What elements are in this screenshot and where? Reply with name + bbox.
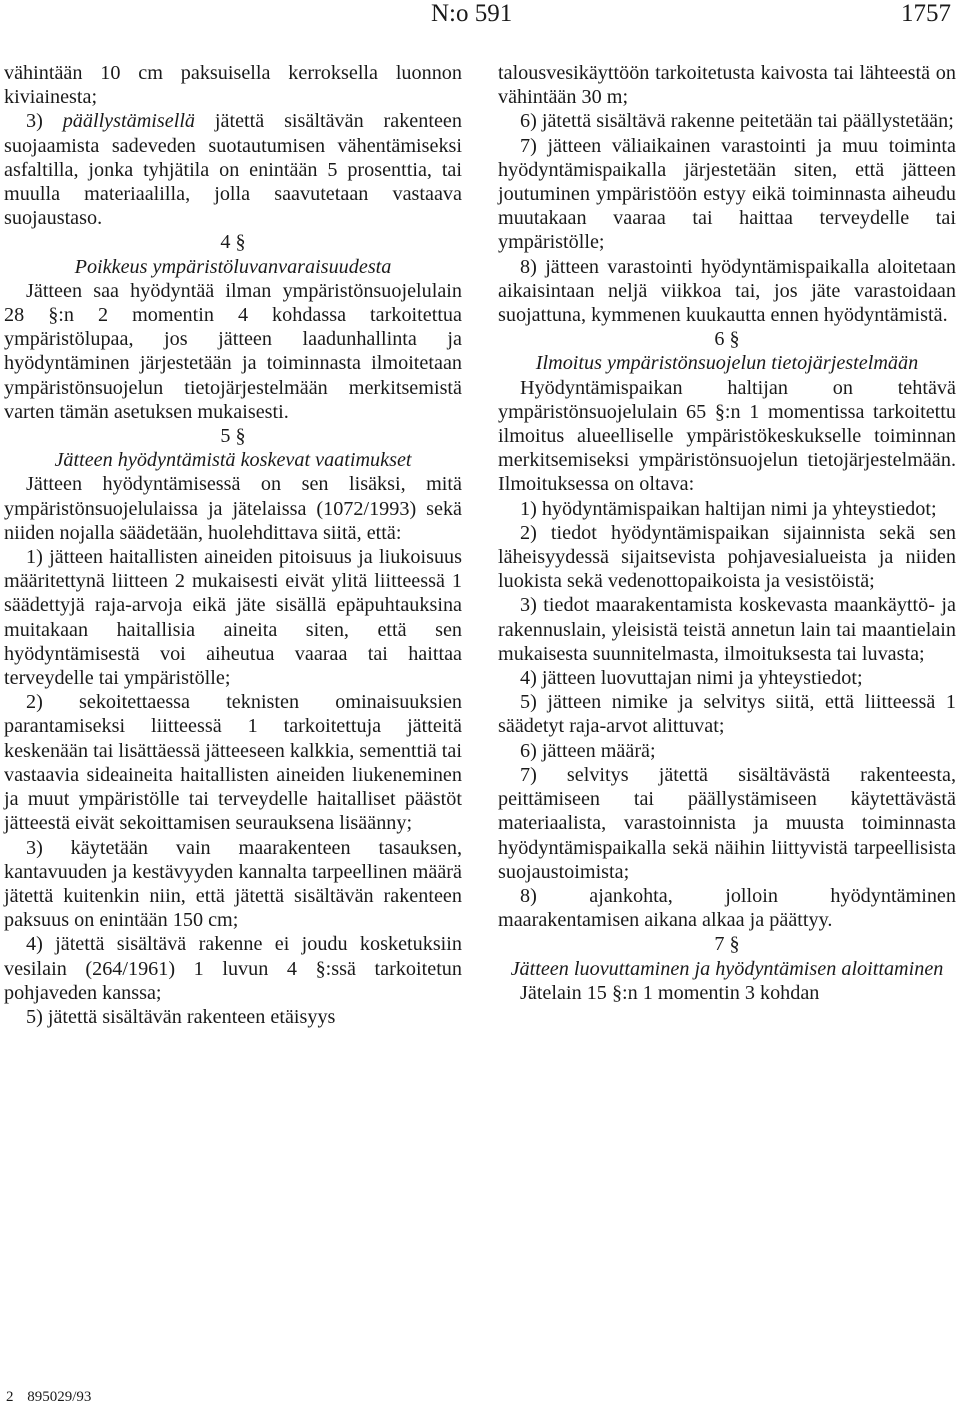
continued-paragraph: vähintään 10 cm paksuisella kerroksella luonnon kiviainesta; bbox=[4, 62, 462, 109]
section-title: Jätteen luovuttaminen ja hyödyntämisen aloittaminen bbox=[510, 957, 944, 980]
list-item: 3) käytetään vain maarakenteen tasauksen, kantavuuden ja kestävyyden kannalta tarpeellinen määrä jätettä kuitenkin niin, että jätettä sisältävän rakenteen paksuus on enintään 150 cm; bbox=[4, 836, 462, 932]
statute-number: N:o 591 bbox=[431, 0, 513, 27]
italic-term: päällystämisellä bbox=[62, 110, 196, 133]
section-number: 6 § bbox=[714, 328, 740, 351]
list-item: 8) jätteen varastointi hyödyntämispaikalla aloitetaan aikaisintaan neljä viikkoa tai, jos jäte varastoidaan suojattuna, kymmenen kuukautta ennen hyödyntämistä. bbox=[498, 255, 956, 327]
list-item: 6) jätteen määrä; bbox=[520, 739, 656, 762]
list-item: 4) jätettä sisältävä rakenne ei joudu kosketuksiin vesilain (264/1961) 1 luvun 4 §:ssä tarkoitetun pohjaveden kanssa; bbox=[4, 933, 462, 1004]
page-number: 1757 bbox=[901, 0, 951, 27]
list-item: 2) tiedot hyödyntämispaikan sijainnista sekä sen läheisyydessä sijaitsevista pohjavesialueista ja niiden luokista sekä vedenottopaikoista ja vesistöistä; bbox=[498, 521, 956, 593]
section-number: 4 § bbox=[220, 231, 246, 254]
list-item: 1) hyödyntämispaikan haltijan nimi ja yhteystiedot; bbox=[520, 497, 937, 520]
list-item: 7) selvitys jätettä sisältävästä rakenteesta, peittämiseen tai päällystämiseen käytettävästä materiaalista, varastoinnista ja muusta toiminnasta hyödyntämispaikalla sekä näihin liittyvistä tarpeellisista suojaustoimista; bbox=[498, 763, 956, 883]
section-number: 5 § bbox=[220, 425, 246, 448]
item-text: jätettä sisältävän rakenteen suojaamista sadeveden suotautumisen vähentämiseksi asfaltilla, jonka tyhjätila on enintään 5 prosenttia, tai muulla materiaalilla, jolla saavutetaan vastaava suojaustaso. bbox=[4, 110, 462, 230]
list-item: 7) jätteen väliaikainen varastointi ja muu toiminta hyödyntämispaikalla järjestetään siten, että jätteen joutuminen ympäristöön estyy eikä toiminnasta aiheudu muutakaan vaaraa tai haittaa terveydelle tai ympäristölle; bbox=[498, 134, 956, 254]
list-item: 6) jätettä sisältävä rakenne peitetään tai päällystetään; bbox=[520, 110, 954, 133]
item-number: 3) bbox=[26, 110, 63, 133]
list-item: 2) sekoitettaessa teknisten ominaisuuksien parantamiseksi liitteessä 1 tarkoitettuja jätteitä keskenään tai lisättäessä jätteeseen kalkkia, sementtiä tai vastaavia sideaineita haitallisten aineiden liukeneminen ja muut ympäristölle tai terveydelle haitalliset päästöt jätteestä eivät sekoittamisen seurauksena lisäänny; bbox=[4, 691, 462, 835]
list-item: 5) jätettä sisältävän rakenteen etäisyys bbox=[26, 1005, 336, 1028]
paragraph: Jätteen saa hyödyntää ilman ympäristönsuojelulain 28 §:n 2 momentin 4 kohdassa tarkoitettua ympäristölupaa, jos jätteen laadunhallinta ja hyödyntäminen järjestetään ja toiminnasta ilmoitetaan ympäristönsuojelun tietojärjestelmään merkitsemistä varten tämän asetuksen mukaisesti. bbox=[4, 279, 462, 423]
list-item: 1) jätteen haitallisten aineiden pitoisuus ja liukoisuus määritettynä liitteen 2 mukaisesti eivät ylitä liitteessä 1 säädettyjä raja-arvoja eikä jäte sisällä epäpuhtauksina muitakaan haitallisia aineita siten, että sen hyödyntämisestä voi aiheutua vaaraa tai haittaa terveydelle tai ympäristölle; bbox=[4, 546, 462, 690]
section-title: Ilmoitus ympäristönsuojelun tietojärjestelmään bbox=[535, 352, 919, 375]
right-column bbox=[498, 61, 956, 1005]
page-footer bbox=[6, 1388, 101, 1406]
sheet-number: 2 bbox=[6, 1389, 14, 1405]
paragraph: Jätelain 15 §:n 1 momentin 3 kohdan bbox=[520, 981, 820, 1004]
continued-paragraph: talousvesikäyttöön tarkoitetusta kaivosta tai lähteestä on vähintään 30 m; bbox=[498, 62, 956, 109]
print-code: 895029/93 bbox=[27, 1389, 92, 1405]
section-title: Jätteen hyödyntämistä koskevat vaatimukset bbox=[54, 449, 412, 472]
list-item: 5) jätteen nimike ja selvitys siitä, että liitteessä 1 säädetyt raja-arvot alittuvat; bbox=[498, 691, 956, 738]
paragraph: Hyödyntämispaikan haltijan on tehtävä ympäristönsuojelulain 65 §:n 1 momentissa tarkoitettu ilmoitus alueelliselle ympäristökeskukselle toiminnan merkitsemiseksi ympäristönsuojelun tietojärjestelmään. Ilmoituksessa on oltava: bbox=[498, 376, 956, 496]
section-title: Poikkeus ympäristöluvanvaraisuudesta bbox=[74, 255, 392, 278]
list-item: 4) jätteen luovuttajan nimi ja yhteystiedot; bbox=[520, 667, 863, 690]
list-item: 8) ajankohta, jolloin hyödyntäminen maarakentamisen aikana alkaa ja päättyy. bbox=[498, 884, 956, 932]
section-number: 7 § bbox=[714, 933, 740, 956]
list-item bbox=[4, 109, 462, 230]
list-item: 3) tiedot maarakentamista koskevasta maankäyttö- ja rakennuslain, yleisistä teistä annetun lain tai maantielain mukaisesta suunnitelmasta, ilmoituksesta tai luvasta; bbox=[498, 594, 956, 665]
paragraph: Jätteen hyödyntämisessä on sen lisäksi, mitä ympäristönsuojelulaissa ja jätelaissa (1072/1993) sekä niiden nojalla säädetään, huolehdittava siitä, että: bbox=[4, 473, 462, 544]
left-column bbox=[4, 61, 462, 1029]
page-header bbox=[0, 0, 960, 40]
